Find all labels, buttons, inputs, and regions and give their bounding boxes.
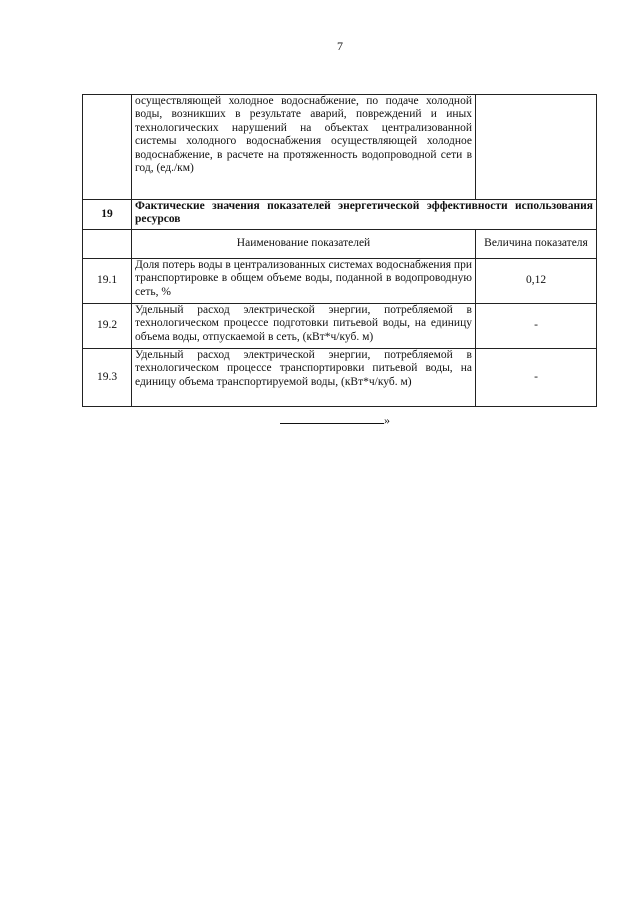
page-number: 7 xyxy=(337,39,343,53)
signature-underline xyxy=(280,413,384,424)
indicator-text-cell: Доля потерь воды в централизованных системах водоснабжения при транспортировке в общем объеме воды, поданной в водопроводную сеть, % xyxy=(132,259,476,304)
row-number-cell: 19.2 xyxy=(83,304,132,349)
section-header-row xyxy=(83,200,597,230)
table-row xyxy=(83,259,597,304)
header-number-cell xyxy=(83,230,132,259)
header-name-cell: Наименование показателей xyxy=(132,230,476,259)
indicator-value-cell xyxy=(476,95,597,200)
indicator-value-cell: - xyxy=(476,349,597,407)
table-row xyxy=(83,304,597,349)
row-number-cell xyxy=(83,95,132,200)
section-title: Фактические значения показателей энергетической эффективности использования ресурсов xyxy=(132,200,597,230)
section-number: 19 xyxy=(83,200,132,230)
row-number-cell: 19.1 xyxy=(83,259,132,304)
indicators-table xyxy=(82,94,597,407)
closing-quote-mark: » xyxy=(384,413,390,427)
indicator-text-cell: осуществляющей холодное водоснабжение, по подаче холодной воды, возникших в результате аварий, повреждений и иных технологических нарушений на объектах централизованной системы холодного водоснабжения осуществляющей холодное водоснабжение, в расчете на протяженность водопроводной сети в год, (ед./км) xyxy=(132,95,476,200)
header-value-cell: Величина показателя xyxy=(476,230,597,259)
indicator-text-cell: Удельный расход электрической энергии, потребляемой в технологическом процессе транспортировки питьевой воды, на единицу объема транспортируемой воды, (кВт*ч/куб. м) xyxy=(132,349,476,407)
indicator-value-cell: - xyxy=(476,304,597,349)
closing-line xyxy=(280,413,390,428)
indicator-text-cell: Удельный расход электрической энергии, потребляемой в технологическом процессе подготовки питьевой воды, на единицу объема воды, отпускаемой в сеть, (кВт*ч/куб. м) xyxy=(132,304,476,349)
continuation-row xyxy=(83,95,597,200)
column-header-row xyxy=(83,230,597,259)
row-number-cell: 19.3 xyxy=(83,349,132,407)
indicator-value-cell: 0,12 xyxy=(476,259,597,304)
table-row xyxy=(83,349,597,407)
